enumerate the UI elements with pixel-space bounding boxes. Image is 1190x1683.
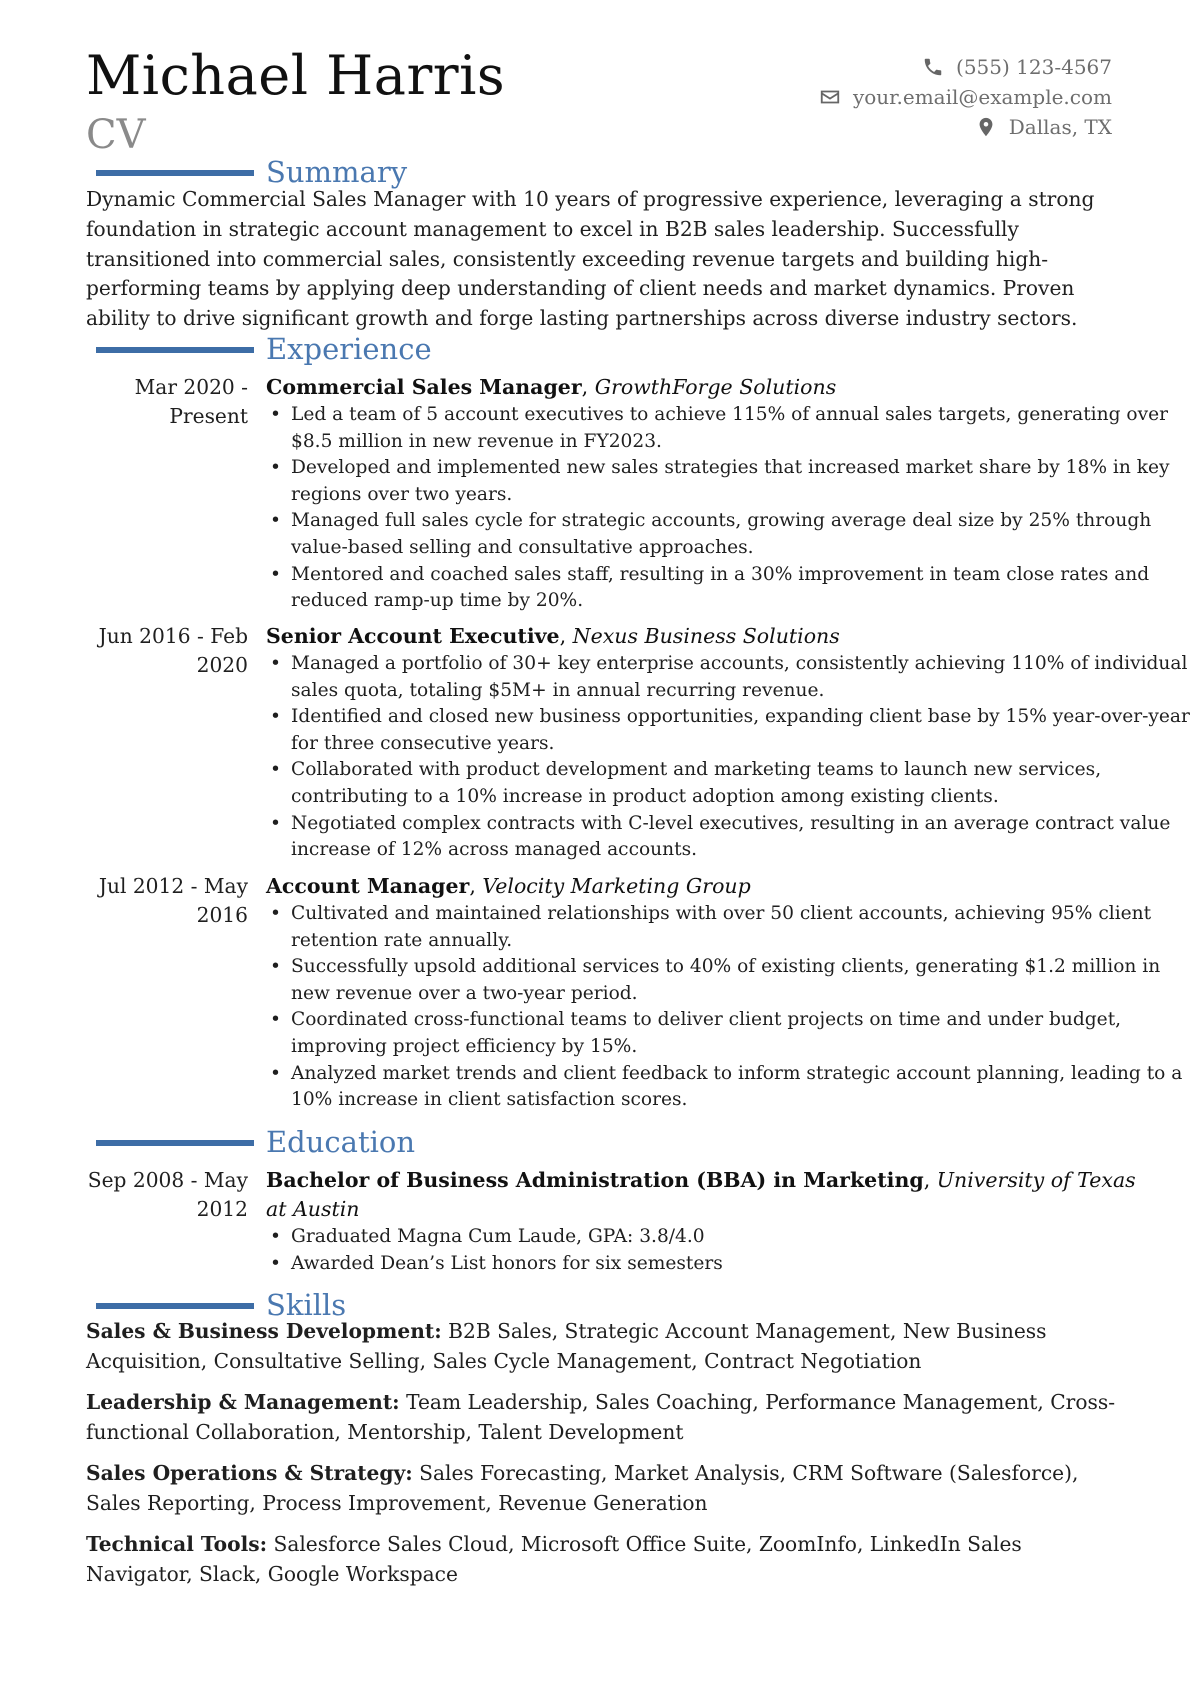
- section-accent-bar: [96, 1303, 254, 1309]
- bullet-item: • Negotiated complex contracts with C-level executives, resulting in an average contract value increase of 12% across managed accounts.: [266, 811, 1190, 864]
- bullet-item: • Successfully upsold additional services to 40% of existing clients, generating $1.2 million in new revenue over a two-year period.: [266, 954, 1190, 1007]
- bullet-item: • Managed a portfolio of 30+ key enterprise accounts, consistently achieving 110% of individual sales quota, totaling $5M+ in annual recurring revenue.: [266, 651, 1190, 704]
- date-start: Mar 2020 -: [134, 375, 248, 399]
- contact-location: [819, 112, 1112, 142]
- section-accent-bar: [96, 1140, 254, 1146]
- date-start: Jul 2012 - May: [98, 874, 248, 898]
- skill-group-label: Technical Tools:: [86, 1532, 268, 1556]
- contact-email: [819, 82, 1112, 112]
- phone-icon: [922, 56, 944, 78]
- skill-group: [86, 1388, 1116, 1448]
- skill-group: [86, 1317, 1116, 1377]
- document-subtitle: CV: [86, 112, 146, 158]
- bullet-item: • Graduated Magna Cum Laude, GPA: 3.8/4.0: [266, 1224, 1146, 1251]
- skill-group-text: Team Leadership, Sales Coaching, Performance Management, Cross-functional Collaboration, Mentorship, Talent Development: [86, 1390, 1116, 1444]
- bullet-item: • Led a team of 5 account executives to achieve 115% of annual sales targets, generating over $8.5 million in new revenue in FY2023.: [266, 402, 1190, 455]
- entry-body: [266, 872, 1190, 1114]
- contact-block: [819, 52, 1112, 142]
- map-pin-icon: [975, 116, 997, 138]
- date-start: Sep 2008 - May: [87, 1168, 248, 1192]
- job-role: Commercial Sales Manager: [266, 375, 582, 399]
- bullet-item: • Managed full sales cycle for strategic accounts, growing average deal size by 25% through value-based selling and consultative approaches.: [266, 508, 1190, 561]
- skill-group-label: Sales & Business Development:: [86, 1319, 442, 1343]
- date-end: 2012: [196, 1197, 248, 1221]
- entry-title: Commercial Sales Manager, GrowthForge Solutions: [266, 375, 837, 399]
- date-end: Present: [169, 404, 248, 428]
- skill-group: [86, 1459, 1116, 1519]
- entry-body: [266, 622, 1190, 864]
- candidate-name: Michael Harris: [86, 44, 506, 107]
- skill-group-label: Sales Operations & Strategy:: [86, 1461, 413, 1485]
- date-start: Jun 2016 - Feb: [98, 624, 248, 648]
- envelope-icon: [819, 86, 841, 108]
- bullet-list: [266, 651, 1190, 864]
- bullet-item: • Analyzed market trends and client feedback to inform strategic account planning, leading to a 10% increase in client satisfaction scores.: [266, 1061, 1190, 1114]
- entry-title: Senior Account Executive, Nexus Business Solutions: [266, 624, 840, 648]
- date-end: 2016: [196, 903, 248, 927]
- section-accent-bar: [96, 170, 254, 176]
- bullet-item: • Mentored and coached sales staff, resulting in a 30% improvement in team close rates and reduced ramp-up time by 20%.: [266, 562, 1190, 615]
- bullet-item: • Identified and closed new business opportunities, expanding client base by 15% year-over-year for three consecutive years.: [266, 704, 1190, 757]
- bullet-list: [266, 901, 1190, 1114]
- skill-group: [86, 1530, 1116, 1590]
- contact-phone: [819, 52, 1112, 82]
- email-address[interactable]: your.email@example.com: [852, 85, 1112, 109]
- skill-group-text: B2B Sales, Strategic Account Management, New Business Acquisition, Consultative Selling, Sales Cycle Management, Contract Negotiation: [86, 1319, 1047, 1373]
- phone-number[interactable]: (555) 123-4567: [956, 55, 1112, 79]
- skill-group-text: Salesforce Sales Cloud, Microsoft Office Suite, ZoomInfo, LinkedIn Sales Navigator, Slack, Google Workspace: [86, 1532, 1022, 1586]
- bullet-item: • Collaborated with product development and marketing teams to launch new services, contributing to a 10% increase in product adoption among existing clients.: [266, 757, 1190, 810]
- section-title: Education: [266, 1125, 416, 1159]
- entry-body: [266, 1166, 1146, 1277]
- summary-text: Dynamic Commercial Sales Manager with 10 years of progressive experience, leveraging a strong foundation in strategic account management to excel in B2B sales leadership. Successfully transitioned into commercial sales, consistently exceeding revenue targets and building high-performing teams by applying deep understanding of client needs and market dynamics. Proven ability to drive significant growth and forge lasting partnerships across diverse industry sectors.: [86, 187, 1095, 331]
- entry-body: [266, 373, 1190, 615]
- location-text: Dallas, TX: [1008, 115, 1112, 139]
- company-name: Velocity Marketing Group: [482, 874, 751, 898]
- bullet-item: • Awarded Dean’s List honors for six semesters: [266, 1251, 1146, 1278]
- bullet-list: [266, 402, 1190, 615]
- section-accent-bar: [96, 347, 254, 353]
- section-title: Experience: [266, 332, 432, 366]
- job-role: Account Manager: [266, 874, 470, 898]
- skill-group-label: Leadership & Management:: [86, 1390, 400, 1414]
- skill-group-text: Sales Forecasting, Market Analysis, CRM Software (Salesforce), Sales Reporting, Process Improvement, Revenue Generation: [86, 1461, 1079, 1515]
- section-title: Skills: [266, 1288, 347, 1322]
- company-name: Nexus Business Solutions: [572, 624, 840, 648]
- entry-title: Bachelor of Business Administration (BBA) in Marketing, University of Texas at Austin: [266, 1168, 1136, 1221]
- job-role: Senior Account Executive: [266, 624, 560, 648]
- section-title: Summary: [266, 155, 408, 189]
- entry-date: [86, 373, 248, 431]
- bullet-item: • Developed and implemented new sales strategies that increased market share by 18% in key regions over two years.: [266, 455, 1190, 508]
- school-name: University of Texas at Austin: [266, 1168, 1136, 1221]
- bullet-item: • Coordinated cross-functional teams to deliver client projects on time and under budget, improving project efficiency by 15%.: [266, 1007, 1190, 1060]
- entry-date: [86, 622, 248, 680]
- entry-title: Account Manager, Velocity Marketing Group: [266, 874, 751, 898]
- date-end: 2020: [196, 653, 248, 677]
- degree-name: Bachelor of Business Administration (BBA) in Marketing: [266, 1168, 924, 1192]
- company-name: GrowthForge Solutions: [594, 375, 837, 399]
- bullet-list: [266, 1224, 1146, 1277]
- entry-date: [86, 872, 248, 930]
- bullet-item: • Cultivated and maintained relationships with over 50 client accounts, achieving 95% client retention rate annually.: [266, 901, 1190, 954]
- entry-date: [86, 1166, 248, 1224]
